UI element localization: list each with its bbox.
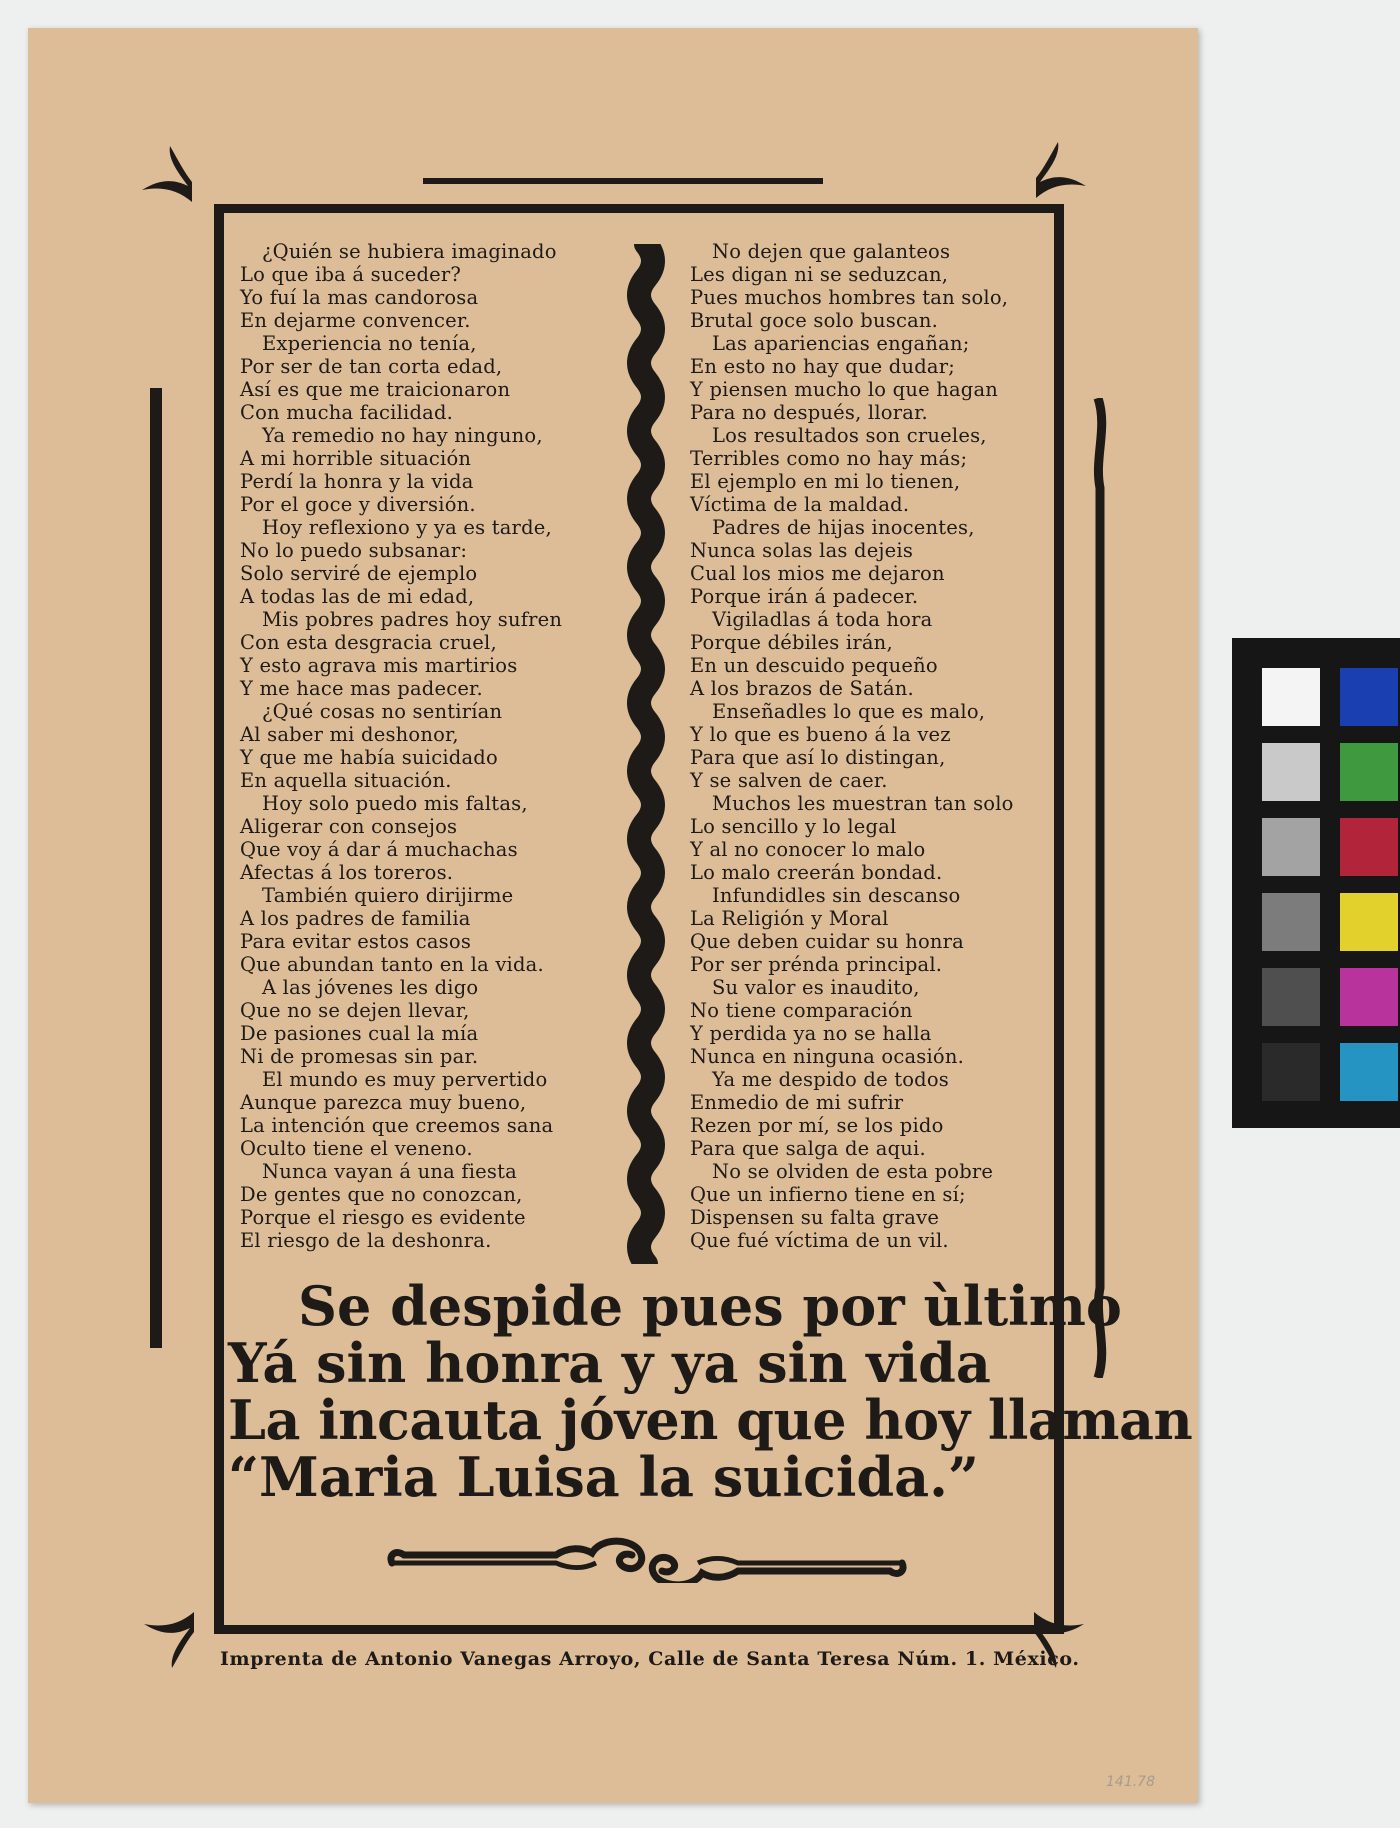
verse-line: Los resultados son crueles, <box>712 424 987 447</box>
verse-line: Y al no conocer lo malo <box>690 838 926 861</box>
verse-line: Por ser prénda principal. <box>690 953 943 976</box>
verse-line: Con mucha facilidad. <box>240 401 454 424</box>
left-side-bar <box>150 388 162 1348</box>
verse-line: Hoy solo puedo mis faltas, <box>262 792 528 815</box>
verse-line: En esto no hay que dudar; <box>690 355 956 378</box>
verse-line: Brutal goce solo buscan. <box>690 309 939 332</box>
closing-line: “Maria Luisa la suicida.” <box>228 1445 979 1509</box>
central-twisted-rule <box>622 244 670 1264</box>
verse-line: Víctima de la maldad. <box>690 493 910 516</box>
corner-ornament-bottom-left <box>140 1612 196 1668</box>
verse-line: Y me hace mas padecer. <box>240 677 483 700</box>
verse-line: Nunca solas las dejeis <box>690 539 914 562</box>
verse-line: Lo que iba á suceder? <box>240 263 462 286</box>
corner-ornament-top-left <box>138 146 194 202</box>
color-swatch <box>1262 818 1320 876</box>
color-swatch <box>1340 818 1398 876</box>
color-swatch <box>1262 743 1320 801</box>
verse-line: Que un infierno tiene en sí; <box>690 1183 966 1206</box>
verse-line: De pasiones cual la mía <box>240 1022 479 1045</box>
verse-line: Que no se dejen llevar, <box>240 999 470 1022</box>
verse-line: Hoy reflexiono y ya es tarde, <box>262 516 552 539</box>
corner-ornament-top-right <box>1034 142 1090 198</box>
verse-line: En un descuido pequeño <box>690 654 938 677</box>
verse-line: Que voy á dar á muchachas <box>240 838 518 861</box>
verse-line: Experiencia no tenía, <box>262 332 477 355</box>
verse-line: Y piensen mucho lo que hagan <box>690 378 999 401</box>
verse-line: Aunque parezca muy bueno, <box>240 1091 527 1114</box>
verse-line: En dejarme convencer. <box>240 309 471 332</box>
verse-line: Lo sencillo y lo legal <box>690 815 897 838</box>
right-side-bar <box>1090 398 1114 1378</box>
verse-line: A todas las de mi edad, <box>240 585 475 608</box>
verse-line: Ni de promesas sin par. <box>240 1045 479 1068</box>
verse-line: Solo serviré de ejemplo <box>240 562 478 585</box>
verse-line: A mi horrible situación <box>240 447 472 470</box>
verse-line: La Religión y Moral <box>690 907 889 930</box>
color-swatch <box>1340 743 1398 801</box>
verse-line: Las apariencias engañan; <box>712 332 970 355</box>
verse-line: Por ser de tan corta edad, <box>240 355 503 378</box>
color-calibration-card <box>1232 638 1400 1128</box>
verse-line: No se olviden de esta pobre <box>712 1160 994 1183</box>
verse-line: Enseñadles lo que es malo, <box>712 700 986 723</box>
verse-line: No lo puedo subsanar: <box>240 539 468 562</box>
verse-line: Rezen por mí, se los pido <box>690 1114 944 1137</box>
verse-line: A los padres de familia <box>240 907 471 930</box>
verse-line: Porque el riesgo es evidente <box>240 1206 526 1229</box>
verse-line: El riesgo de la deshonra. <box>240 1229 492 1252</box>
verse-line: Que deben cuidar su honra <box>690 930 965 953</box>
verse-line: Que fué víctima de un vil. <box>690 1229 949 1252</box>
verse-line: Nunca vayan á una fiesta <box>262 1160 517 1183</box>
verse-line: Terribles como no hay más; <box>690 447 968 470</box>
verse-line: El ejemplo en mi lo tienen, <box>690 470 961 493</box>
verse-line: Y esto agrava mis martirios <box>240 654 518 677</box>
color-swatch <box>1262 668 1320 726</box>
color-swatch <box>1340 668 1398 726</box>
verse-line: En aquella situación. <box>240 769 452 792</box>
verse-line: No tiene comparación <box>690 999 913 1022</box>
broadside-sheet <box>28 28 1198 1803</box>
verse-line: El mundo es muy pervertido <box>262 1068 548 1091</box>
verse-line: Perdí la honra y la vida <box>240 470 474 493</box>
verse-line: Mis pobres padres hoy sufren <box>262 608 563 631</box>
color-swatch <box>1262 1043 1320 1101</box>
verse-line: Al saber mi deshonor, <box>240 723 459 746</box>
closing-line: Yá sin honra y ya sin vida <box>228 1331 991 1395</box>
color-swatch <box>1340 968 1398 1026</box>
closing-stanza <box>228 1274 1193 1509</box>
flourish-ornament <box>386 1533 908 1583</box>
verse-line: Así es que me traicionaron <box>240 378 511 401</box>
verse-line: De gentes que no conozcan, <box>240 1183 523 1206</box>
verse-line: Con esta desgracia cruel, <box>240 631 497 654</box>
verse-line: No dejen que galanteos <box>712 240 951 263</box>
verse-column-left <box>240 240 610 1252</box>
verse-line: Para que así lo distingan, <box>690 746 946 769</box>
verse-line: Yo fuí la mas candorosa <box>240 286 479 309</box>
verse-line: Y lo que es bueno á la vez <box>690 723 951 746</box>
verse-line: Que abundan tanto en la vida. <box>240 953 544 976</box>
verse-line: Y que me había suicidado <box>240 746 498 769</box>
verse-line: Nunca en ninguna ocasión. <box>690 1045 965 1068</box>
verse-line: Porque débiles irán, <box>690 631 893 654</box>
verse-line: A los brazos de Satán. <box>690 677 914 700</box>
color-swatch <box>1340 893 1398 951</box>
pencil-note: 141.78 <box>1106 1774 1155 1790</box>
verse-line: Infundidles sin descanso <box>712 884 961 907</box>
color-swatch <box>1340 1043 1398 1101</box>
verse-column-right <box>690 240 1030 1252</box>
verse-line: También quiero dirijirme <box>262 884 514 907</box>
printer-imprint: Imprenta de Antonio Vanegas Arroyo, Calle de Santa Teresa Núm. 1. México. <box>220 1648 1080 1670</box>
verse-line: A las jóvenes les digo <box>262 976 479 999</box>
verse-line: Aligerar con consejos <box>240 815 458 838</box>
verse-line: Su valor es inaudito, <box>712 976 920 999</box>
verse-line: Padres de hijas inocentes, <box>712 516 975 539</box>
verse-line: Porque irán á padecer. <box>690 585 919 608</box>
verse-line: Lo malo creerán bondad. <box>690 861 943 884</box>
verse-line: ¿Quién se hubiera imaginado <box>262 240 557 263</box>
verse-line: Para evitar estos casos <box>240 930 472 953</box>
verse-line: Y se salven de caer. <box>690 769 888 792</box>
color-swatch <box>1262 968 1320 1026</box>
verse-line: Enmedio de mi sufrir <box>690 1091 904 1114</box>
verse-line: Ya me despido de todos <box>712 1068 950 1091</box>
verse-line: Por el goce y diversión. <box>240 493 476 516</box>
closing-line: Se despide pues por ùltimo <box>298 1274 1122 1338</box>
verse-line: Muchos les muestran tan solo <box>712 792 1014 815</box>
verse-line: Les digan ni se seduzcan, <box>690 263 949 286</box>
verse-line: Cual los mios me dejaron <box>690 562 945 585</box>
verse-line: Ya remedio no hay ninguno, <box>262 424 543 447</box>
verse-line: Y perdida ya no se halla <box>690 1022 932 1045</box>
verse-line: Vigiladlas á toda hora <box>712 608 933 631</box>
verse-line: Pues muchos hombres tan solo, <box>690 286 1009 309</box>
verse-line: Para no después, llorar. <box>690 401 928 424</box>
verse-line: Oculto tiene el veneno. <box>240 1137 473 1160</box>
verse-line: Dispensen su falta grave <box>690 1206 940 1229</box>
top-rule <box>423 178 823 184</box>
verse-line: ¿Qué cosas no sentirían <box>262 700 503 723</box>
verse-line: Afectas á los toreros. <box>240 861 454 884</box>
color-swatch <box>1262 893 1320 951</box>
verse-line: Para que salga de aqui. <box>690 1137 926 1160</box>
closing-line: La incauta jóven que hoy llaman <box>228 1388 1193 1452</box>
verse-line: La intención que creemos sana <box>240 1114 554 1137</box>
